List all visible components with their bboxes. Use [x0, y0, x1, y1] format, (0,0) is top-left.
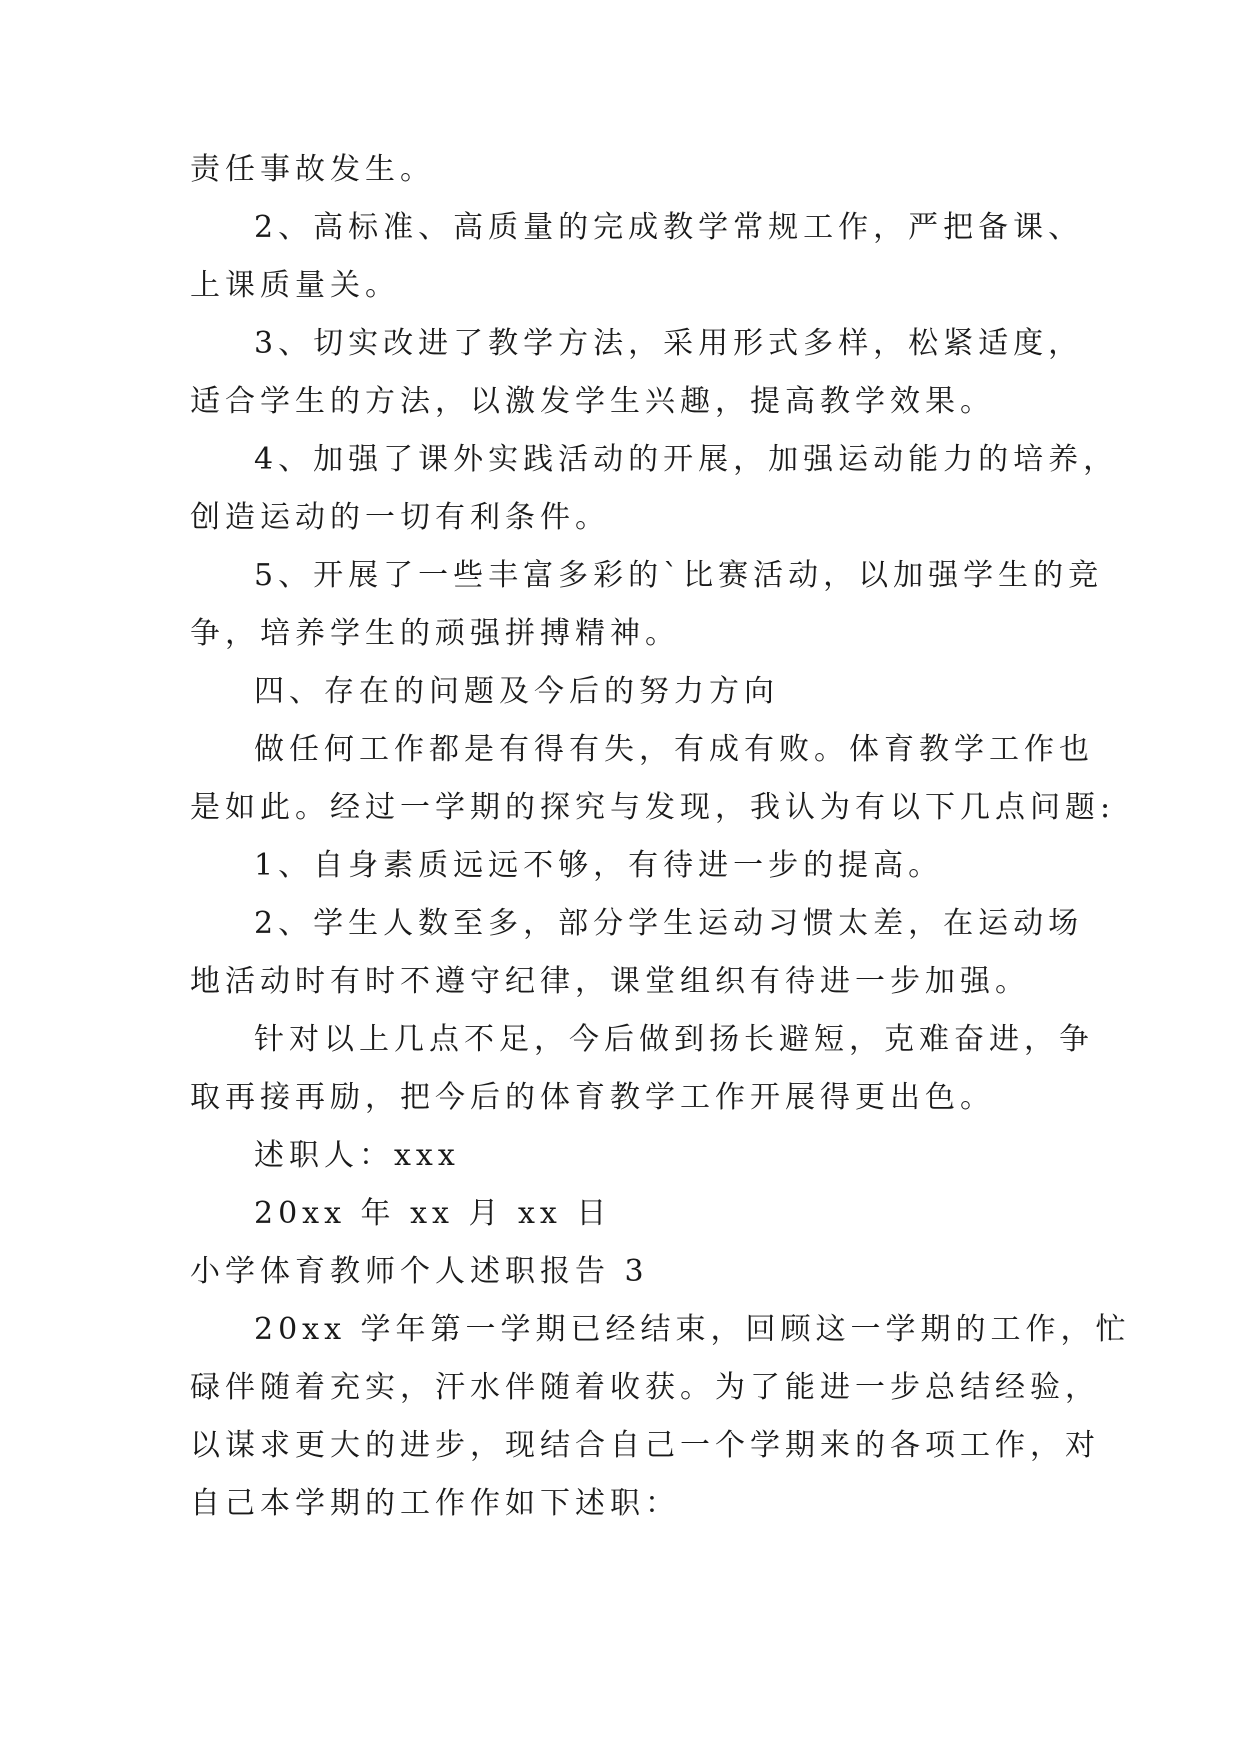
- text-line-8: 5、开展了一些丰富多彩的`比赛活动，以加强学生的竞: [254, 558, 1104, 593]
- section-heading: 四、存在的问题及今后的努力方向: [254, 674, 779, 709]
- text-line-2: 2、高标准、高质量的完成教学常规工作，严把备课、: [254, 210, 1084, 245]
- text-line-1: 责任事故发生。: [190, 152, 435, 187]
- text-line-16: 针对以上几点不足，今后做到扬长避短，克难奋进，争: [254, 1022, 1094, 1057]
- text-line-5: 适合学生的方法，以激发学生兴趣，提高教学效果。: [190, 384, 995, 419]
- text-line-4: 3、切实改进了教学方法，采用形式多样，松紧适度，: [254, 326, 1084, 361]
- signature-line: 述职人：xxx: [254, 1138, 460, 1173]
- text-line-6: 4、加强了课外实践活动的开展，加强运动能力的培养，: [254, 442, 1119, 477]
- report-title: 小学体育教师个人述职报告 3: [190, 1254, 649, 1289]
- text-line-14: 2、学生人数至多，部分学生运动习惯太差，在运动场: [254, 906, 1084, 941]
- text-line-12: 是如此。经过一学期的探究与发现，我认为有以下几点问题:: [190, 790, 1116, 825]
- text-line-9: 争，培养学生的顽强拼搏精神。: [190, 616, 680, 651]
- text-line-21: 20xx 学年第一学期已经结束，回顾这一学期的工作，忙: [254, 1312, 1131, 1347]
- text-line-22: 碌伴随着充实，汗水伴随着收获。为了能进一步总结经验，: [190, 1370, 1100, 1405]
- date-line: 20xx 年 xx 月 xx 日: [254, 1196, 612, 1231]
- text-line-17: 取再接再励，把今后的体育教学工作开展得更出色。: [190, 1080, 995, 1115]
- text-line-11: 做任何工作都是有得有失，有成有败。体育教学工作也: [254, 732, 1094, 767]
- text-line-15: 地活动时有时不遵守纪律，课堂组织有待进一步加强。: [190, 964, 1030, 999]
- text-line-24: 自己本学期的工作作如下述职：: [190, 1486, 680, 1521]
- text-line-13: 1、自身素质远远不够，有待进一步的提高。: [254, 848, 944, 883]
- text-line-7: 创造运动的一切有利条件。: [190, 500, 610, 535]
- text-line-3: 上课质量关。: [190, 268, 400, 303]
- text-line-23: 以谋求更大的进步，现结合自己一个学期来的各项工作，对: [190, 1428, 1100, 1463]
